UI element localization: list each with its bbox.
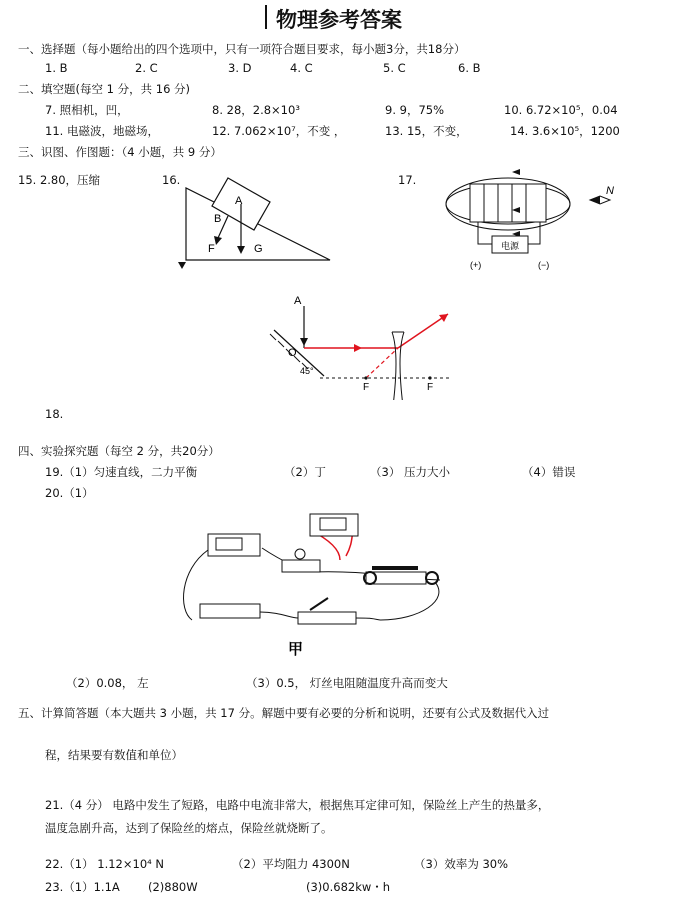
answer-22-3: （3）效率为 30%	[414, 857, 509, 871]
answer-19-1: 19.（1）匀速直线，二力平衡	[45, 465, 198, 479]
fig17-power-label: 电源	[501, 241, 520, 251]
fig18-focus-right: F	[427, 382, 434, 393]
question-16-label: 16.	[162, 173, 181, 187]
fig17-label-n: N	[606, 185, 614, 197]
question-17-label: 17.	[398, 173, 417, 187]
answer-20-2: （2）0.08， 左	[66, 676, 149, 690]
answer-23-2: (2)880W	[148, 880, 198, 894]
answer-14: 14. 3.6×10⁵，1200	[510, 124, 620, 138]
answer-10: 10. 6.72×10⁵，0.04	[504, 103, 618, 117]
section-3-heading: 三、识图、作图题：（4 小题，共 9 分）	[18, 145, 222, 159]
figure-16-incline	[168, 172, 348, 272]
fig17-minus: (−)	[538, 260, 550, 270]
circuit-caption: 甲	[288, 640, 304, 658]
fig18-label-o: O	[288, 347, 297, 359]
fig18-focus-left: F	[363, 382, 370, 393]
answer-11: 11. 电磁波，地磁场，	[45, 124, 159, 138]
fig18-angle: 45°	[300, 366, 314, 376]
answer-1: 1. B	[45, 61, 68, 75]
answer-9: 9. 9，75%	[385, 103, 445, 117]
section-2-heading: 二、填空题(每空 1 分，共 16 分)	[18, 82, 191, 96]
answer-19-2: （2）丁	[284, 465, 326, 479]
fig16-label-b: B	[214, 213, 222, 225]
text-cursor	[265, 5, 267, 29]
fig17-plus: (+)	[470, 260, 482, 270]
answer-20-1: 20.（1）	[45, 486, 94, 500]
answer-23-1: 23.（1）1.1A	[45, 880, 120, 894]
answer-4: 4. C	[290, 61, 313, 75]
answer-3: 3. D	[228, 61, 252, 75]
answer-5: 5. C	[383, 61, 406, 75]
answer-15: 15. 2.80，压缩	[18, 173, 101, 187]
section-1-heading: 一、选择题（每小题给出的四个选项中，只有一项符合题目要求，每小题3分，共18分）	[18, 42, 466, 56]
answer-22-1: 22.（1） 1.12×10⁴ N	[45, 857, 165, 871]
answer-6: 6. B	[458, 61, 481, 75]
fig16-label-f: F	[208, 243, 215, 255]
answer-21-line2: 温度急剧升高，达到了保险丝的熔点，保险丝就烧断了。	[45, 821, 333, 835]
answer-23-3: (3)0.682kw・h	[306, 880, 391, 894]
answer-8: 8. 28，2.8×10³	[212, 103, 300, 117]
figure-18-optics	[262, 290, 462, 400]
answer-19-3: （3） 压力大小	[370, 465, 450, 479]
answer-19-4: （4）错误	[522, 465, 576, 479]
answer-12: 12. 7.062×10⁷，不变 ，	[212, 124, 346, 138]
page-title: 物理参考答案	[276, 8, 402, 32]
answer-7: 7. 照相机，凹，	[45, 103, 129, 117]
fig16-label-g: G	[254, 243, 263, 255]
section-5-heading: 五、计算简答题（本大题共 3 小题，共 17 分。解题中要有必要的分析和说明，还要有公式及数据代入过	[18, 706, 550, 720]
answer-21-line1: 21.（4 分） 电路中发生了短路，电路中电流非常大，根据焦耳定律可知，保险丝上产生的热量多，	[45, 798, 550, 812]
fig18-label-a: A	[294, 295, 302, 307]
question-18-label: 18.	[45, 407, 64, 421]
section-4-heading: 四、实验探究题（每空 2 分，共20分）	[18, 444, 220, 458]
answer-22-2: （2）平均阻力 4300N	[232, 857, 350, 871]
section-5-heading-cont: 程，结果要有数值和单位）	[45, 748, 183, 762]
answer-20-3: （3）0.5， 灯丝电阻随温度升高而变大	[246, 676, 448, 690]
answer-2: 2. C	[135, 61, 158, 75]
figure-20-circuit	[170, 500, 470, 665]
figure-17-electromagnet	[440, 164, 630, 274]
fig16-label-a: A	[235, 195, 243, 207]
answer-13: 13. 15，不变，	[385, 124, 468, 138]
